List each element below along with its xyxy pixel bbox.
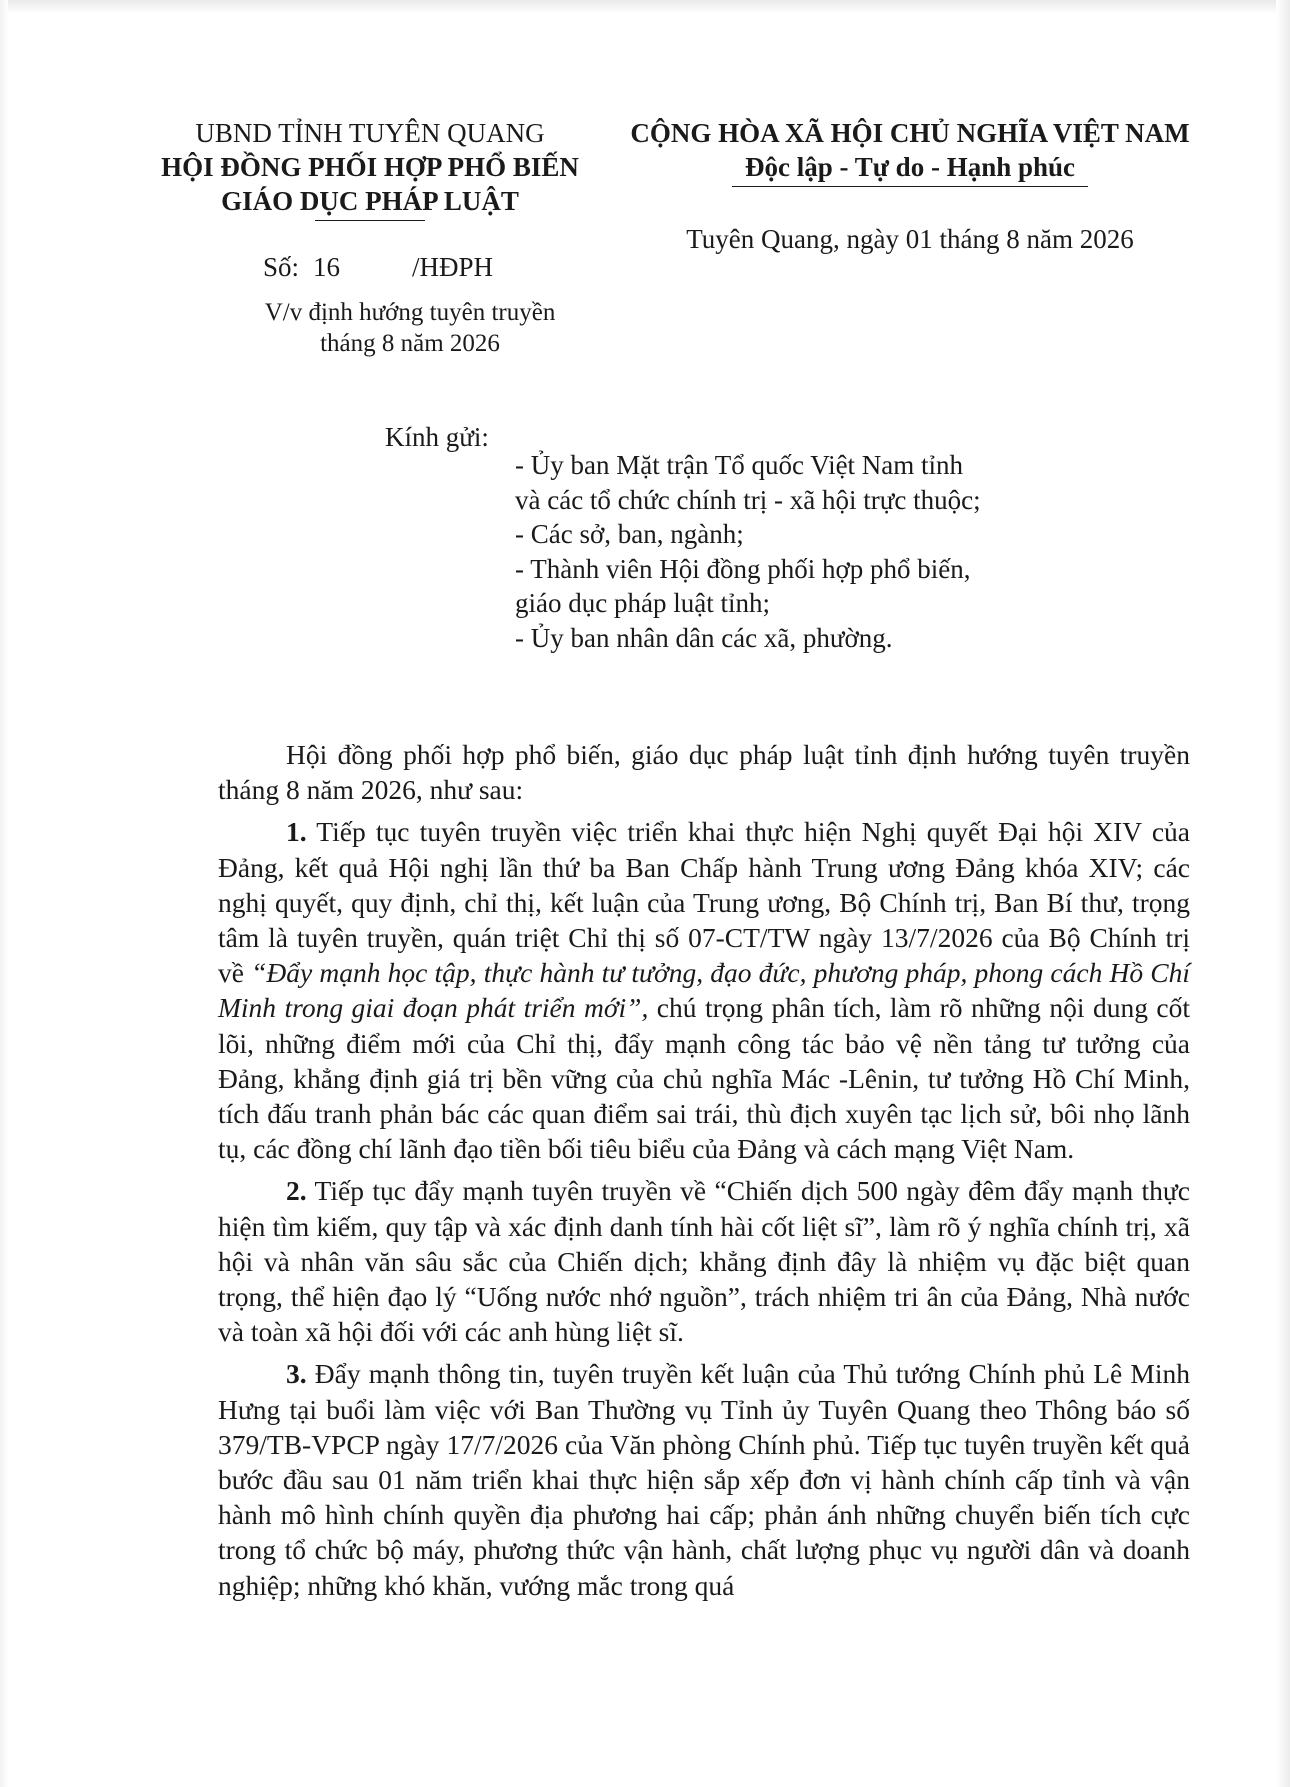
item-2-number: 2. — [286, 1175, 307, 1207]
recipient-line: - Ủy ban nhân dân các xã, phường. — [515, 622, 893, 653]
intro-paragraph: Hội đồng phối hợp phổ biến, giáo dục pháp luật tỉnh định hướng tuyên truyền tháng 8 năm 2026, như sau: — [218, 739, 1190, 806]
national-heading — [610, 116, 1210, 187]
document-number-value: 16 — [313, 252, 341, 282]
recipient-line: - Thành viên Hội đồng phối hợp phổ biến, — [515, 553, 971, 584]
recipient-line: và các tổ chức chính trị - xã hội trực thuộc; — [515, 484, 981, 515]
organization-name-line1: HỘI ĐỒNG PHỐI HỢP PHỔ BIẾN — [161, 152, 579, 182]
document-body — [218, 737, 1190, 1610]
item-1-paragraph — [218, 814, 1190, 1166]
item-1-text-a: Tiếp tục tuyên truyền việc triển khai thực hiện Nghị quyết Đại hội XIV của Đảng, kết quả Hội nghị lần thứ ba Ban Chấp hành Trung ương Đảng khóa XIV; các nghị quyết, quy định, chỉ thị, kết luận của Trung ương, Bộ Chính trị, Ban Bí thư, trọng tâm là tuyên truyền, quán triệt Chỉ thị số 07-CT/TW ngày 13/7/2026 của Bộ Chính trị về — [218, 816, 1190, 989]
document-subject — [230, 297, 590, 359]
page-edge-shadow — [1276, 0, 1290, 1787]
motto-underline — [732, 186, 1088, 187]
item-2-text: Tiếp tục đẩy mạnh tuyên truyền về “Chiến dịch 500 ngày đêm đẩy mạnh thực hiện tìm kiếm, quy tập và xác định danh tính hài cốt liệt sĩ”, làm rõ ý nghĩa chính trị, xã hội và nhân văn sâu sắc của Chiến dịch; khẳng định đây là nhiệm vụ đặc biệt quan trọng, thể hiện đạo lý “Uống nước nhớ nguồn”, trách nhiệm tri ân của Đảng, Nhà nước và toàn xã hội đối với các anh hùng liệt sĩ. — [218, 1175, 1190, 1348]
recipient-line: giáo dục pháp luật tỉnh; — [515, 588, 770, 618]
organization-underline — [315, 220, 425, 221]
organization-name-line2: GIÁO DỤC PHÁP LUẬT — [221, 186, 519, 216]
item-1-text-b: chú trọng phân tích, làm rõ những nội dung cốt lõi, những điểm mới của Chỉ thị, đẩy mạnh công tác bảo vệ nền tảng tư tưởng của Đảng, khẳng định giá trị bền vững của chủ nghĩa Mác -Lênin, tư tưởng Hồ Chí Minh, tích đấu tranh phản bác các quan điểm sai trái, thù địch xuyên tạc lịch sử, bôi nhọ lãnh tụ, các đồng chí lãnh đạo tiền bối tiêu biểu của Đảng và cách mạng Việt Nam. — [218, 992, 1191, 1165]
national-motto: Độc lập - Tự do - Hạnh phúc — [744, 152, 1076, 182]
item-3-paragraph — [218, 1356, 1190, 1602]
country-name: CỘNG HÒA XÃ HỘI CHỦ NGHĨA VIỆT NAM — [630, 118, 1190, 148]
item-3-text: Đẩy mạnh thông tin, tuyên truyền kết luận của Thủ tướng Chính phủ Lê Minh Hưng tại buổi làm việc với Ban Thường vụ Tỉnh ủy Tuyên Quang theo Thông báo số 379/TB-VPCP ngày 17/7/2026 của Văn phòng Chính phủ. Tiếp tục tuyên truyền kết quả bước đầu sau 01 năm triển khai thực hiện sắp xếp đơn vị hành chính cấp tỉnh và vận hành mô hình chính quyền địa phương hai cấp; phản ánh những chuyển biến tích cực trong tổ chức bộ máy, phương thức vận hành, chất lượng phục vụ người dân và doanh nghiệp; những khó khăn, vướng mắc trong quá — [218, 1358, 1190, 1601]
subject-line1: V/v định hướng tuyên truyền — [264, 299, 556, 326]
parent-organization: UBND TỈNH TUYÊN QUANG — [195, 118, 545, 148]
directive-title: “Đẩy mạnh học tập, thực hành tư tưởng, đạo đức, phương pháp, phong cách Hồ Chí Minh trong giai đoạn phát triển mới”, — [218, 957, 1190, 1024]
recipient-line: - Ủy ban Mặt trận Tổ quốc Việt Nam tỉnh — [515, 450, 964, 480]
document-number-label: Số: — [263, 252, 300, 282]
document-number-code: /HĐPH — [412, 252, 494, 282]
item-1-number: 1. — [286, 816, 307, 848]
issuing-authority — [140, 116, 600, 221]
item-3-number: 3. — [286, 1358, 307, 1390]
recipient-line: - Các sở, ban, ngành; — [515, 519, 744, 549]
page-edge-shadow — [0, 0, 1290, 14]
page-edge-shadow — [0, 0, 8, 1787]
place-and-date: Tuyên Quang, ngày 01 tháng 8 năm 2026 — [686, 224, 1134, 254]
recipients-label: Kính gửi: — [385, 422, 489, 452]
recipients-list — [515, 448, 1115, 655]
subject-line2: tháng 8 năm 2026 — [320, 330, 500, 357]
item-2-paragraph — [218, 1173, 1190, 1349]
document-number — [263, 250, 493, 284]
